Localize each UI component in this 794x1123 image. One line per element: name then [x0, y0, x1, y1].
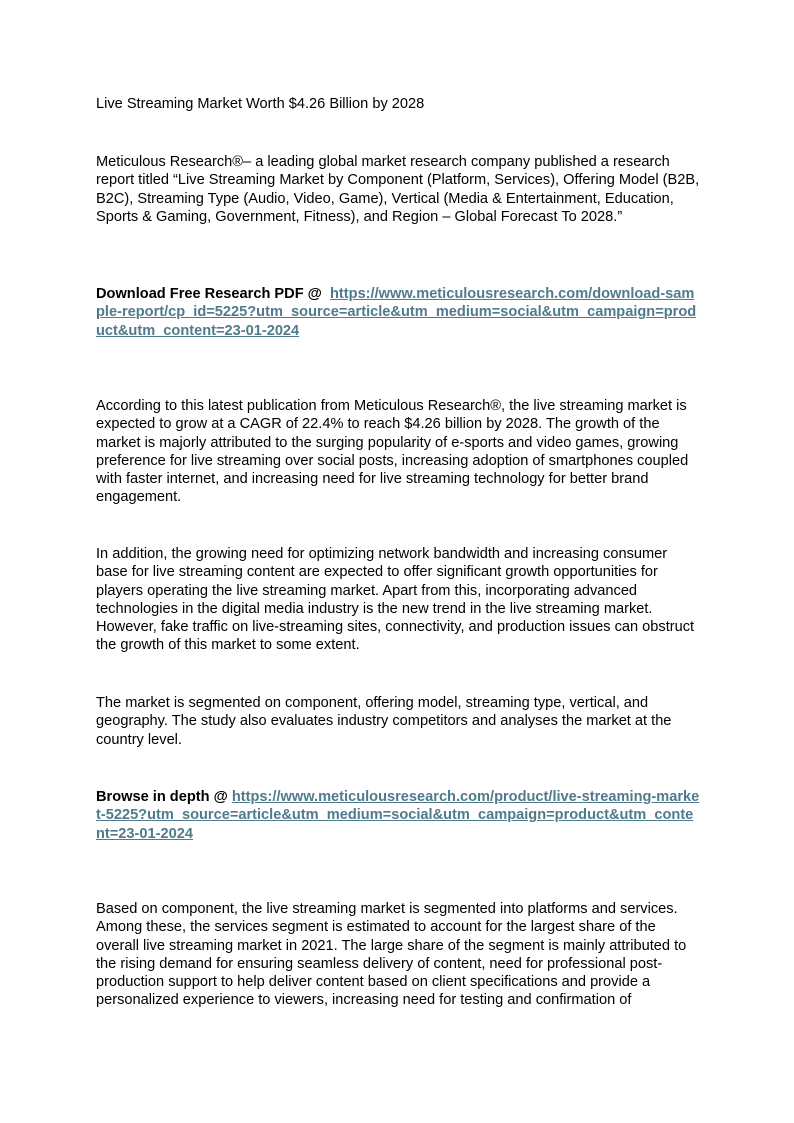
opportunities-paragraph: In addition, the growing need for optimizing network bandwidth and increasing consumer base for live streaming content are expected to offer significant growth opportunities for players operating the live streaming market. Apart from this, incorporating advanced technologies in the digital media industry is the new trend in the live streaming market. However, fake traffic on live-streaming sites, connectivity, and production issues can obstruct the growth of this market to some extent.: [96, 546, 695, 654]
download-line: [96, 285, 700, 340]
segmentation-paragraph: The market is segmented on component, offering model, streaming type, vertical, and geography. The study also evaluates industry competitors and analyses the market at the country level.: [96, 695, 672, 748]
download-pdf-link[interactable]: https://www.meticulousresearch.com/download-sample-report/cp_id=5225?utm_source=article&utm_medium=social&utm_campaign=product&utm_content=23-01-2024: [96, 286, 697, 339]
browse-label: Browse in depth @: [96, 789, 228, 805]
intro-paragraph: Meticulous Research®– a leading global market research company published a research report titled “Live Streaming Market by Component (Platform, Services), Offering Model (B2B, B2C), Streaming Type (Audio, Video, Game), Vertical (Media & Entertainment, Education, Sports & Gaming, Government, Fitness), and Region – Global Forecast To 2028.”: [96, 154, 700, 225]
document-title: Live Streaming Market Worth $4.26 Billion by 2028: [96, 96, 425, 112]
browse-in-depth-link[interactable]: https://www.meticulousresearch.com/product/live-streaming-market-5225?utm_source=article&utm_medium=social&utm_campaign=product&utm_content=23-01-2024: [96, 789, 700, 842]
cagr-paragraph: According to this latest publication from Meticulous Research®, the live streaming market is expected to grow at a CAGR of 22.4% to reach $4.26 billion by 2028. The growth of the market is majorly attributed to the surging popularity of e-sports and video games, growing preference for live streaming over social posts, increasing adoption of smartphones coupled with faster internet, and increasing need for live streaming technology for better brand engagement.: [96, 398, 689, 506]
component-paragraph: Based on component, the live streaming market is segmented into platforms and services. Among these, the services segment is estimated to account for the largest share of the overall live streaming market in 2021. The large share of the segment is mainly attributed to the rising demand for ensuring seamless delivery of content, need for professional post-production support to help deliver content based on client specifications and provide a personalized experience to viewers, increasing need for testing and confirmation of: [96, 901, 687, 1009]
download-label: Download Free Research PDF @: [96, 286, 322, 302]
browse-line: [96, 788, 700, 843]
